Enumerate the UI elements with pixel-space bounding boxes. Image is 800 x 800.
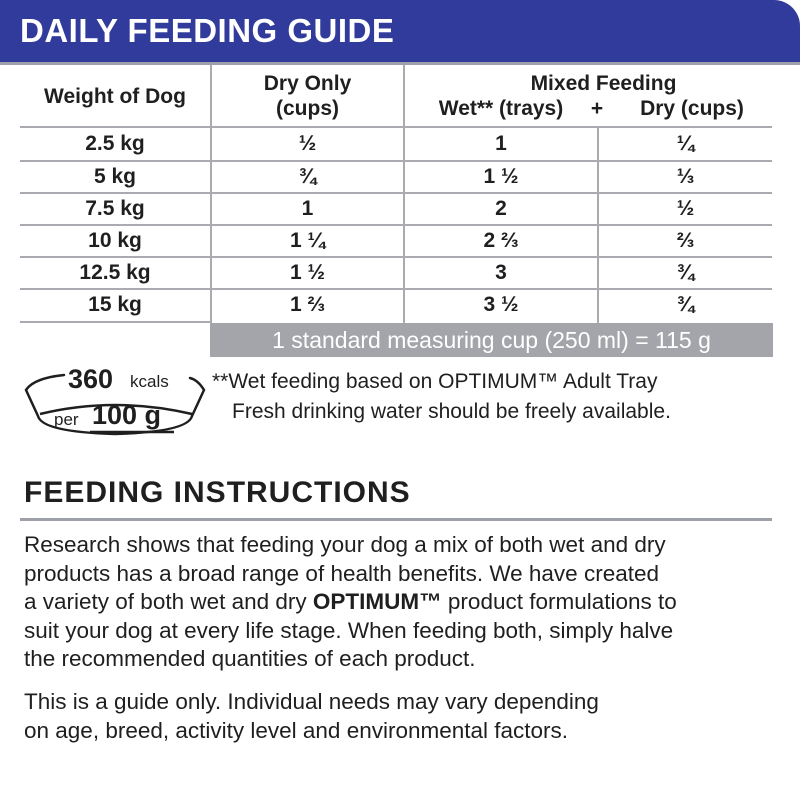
mixed-dry-cell: ¼: [676, 132, 695, 155]
measuring-cup-note: 1 standard measuring cup (250 ml) = 115 g: [210, 323, 773, 357]
dry-cell: 1 ⅔: [289, 293, 326, 316]
section-divider: [20, 518, 772, 521]
table-divider: [20, 160, 772, 162]
paragraph-line: This is a guide only. Individual needs may vary depending: [24, 689, 599, 714]
paragraph-text: a variety of both wet and dry: [24, 589, 313, 614]
dry-cell: 1 ½: [289, 261, 326, 284]
table-divider: [20, 126, 772, 128]
table-divider: [20, 321, 210, 323]
header-divider: [0, 62, 800, 65]
column-header-dry-only: Dry Only: [263, 72, 352, 95]
weight-cell: 2.5 kg: [85, 132, 145, 155]
paragraph-text: product formulations to: [441, 589, 677, 614]
wet-cell: 3 ½: [483, 293, 519, 316]
paragraph-line: [24, 588, 784, 617]
dry-cell: ½: [298, 132, 317, 155]
energy-badge: [20, 362, 210, 442]
paragraph-line: the recommended quantities of each product.: [24, 646, 476, 671]
dry-cell: ¾: [298, 165, 317, 188]
mixed-dry-cell: ⅓: [676, 165, 695, 188]
table-divider: [20, 288, 772, 290]
water-note: Fresh drinking water should be freely available.: [232, 400, 671, 423]
energy-value: 360: [68, 364, 114, 394]
mixed-dry-cell: ½: [676, 197, 695, 220]
table-divider: [20, 192, 772, 194]
paragraph-line: suit your dog at every life stage. When feeding both, simply halve: [24, 617, 674, 643]
column-header-mixed-dry: Dry (cups): [640, 97, 744, 120]
wet-cell: 3: [495, 261, 507, 284]
disclaimer-paragraph: [24, 688, 784, 745]
table-divider: [20, 224, 772, 226]
paragraph-line: on age, breed, activity level and environmental factors.: [24, 717, 569, 743]
wet-cell: 2: [495, 197, 507, 220]
weight-cell: 15 kg: [88, 293, 142, 316]
wet-feeding-note: **Wet feeding based on OPTIMUM™ Adult Tray: [212, 370, 658, 393]
energy-amount: 100 g: [92, 400, 162, 430]
column-header-dry-only-unit: (cups): [276, 97, 339, 120]
paragraph-line: Research shows that feeding your dog a mix of both wet and dry: [24, 532, 666, 557]
header-banner: [0, 0, 800, 62]
energy-per: per: [54, 410, 79, 429]
column-header-mixed-feeding: Mixed Feeding: [530, 72, 677, 95]
instructions-paragraph: [24, 531, 784, 674]
weight-cell: 12.5 kg: [79, 261, 151, 284]
wet-cell: 2 ⅔: [483, 229, 519, 252]
weight-cell: 10 kg: [88, 229, 142, 252]
column-header-wet: Wet** (trays): [438, 97, 564, 120]
mixed-dry-cell: ¾: [676, 293, 695, 316]
dry-cell: 1 ¼: [289, 229, 326, 252]
dry-cell: 1: [301, 197, 314, 220]
wet-cell: 1 ½: [483, 165, 519, 188]
paragraph-line: products has a broad range of health benefits. We have created: [24, 560, 659, 586]
table-divider: [20, 256, 772, 258]
brand-name: OPTIMUM™: [312, 589, 442, 614]
weight-cell: 7.5 kg: [85, 197, 145, 220]
column-header-weight: Weight of Dog: [44, 85, 186, 108]
weight-cell: 5 kg: [93, 165, 137, 188]
mixed-dry-cell: ¾: [676, 261, 695, 284]
wet-cell: 1: [495, 132, 507, 155]
column-header-plus: +: [590, 97, 604, 120]
section-title: FEEDING INSTRUCTIONS: [24, 476, 411, 509]
energy-unit: kcals: [130, 372, 169, 391]
mixed-dry-cell: ⅔: [676, 229, 695, 252]
page-title: DAILY FEEDING GUIDE: [20, 12, 395, 49]
